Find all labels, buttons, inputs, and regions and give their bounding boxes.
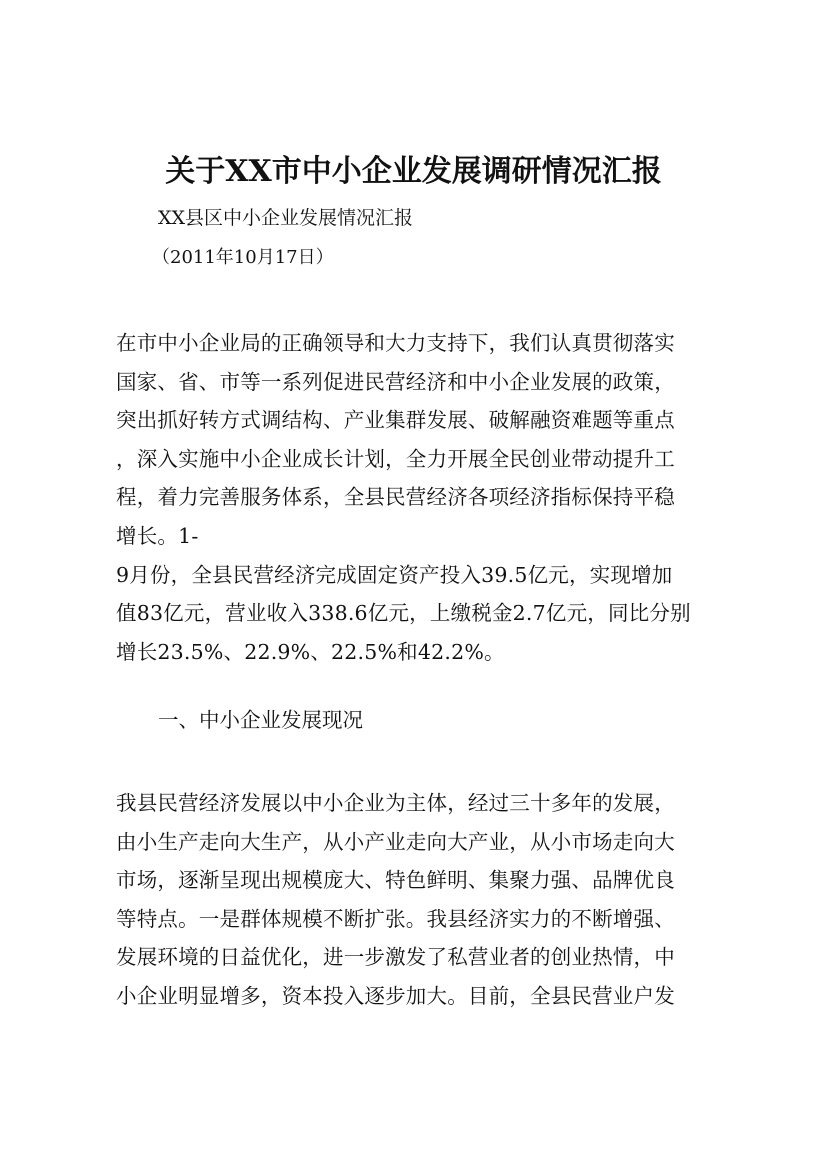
- document-title: 关于XX市中小企业发展调研情况汇报: [165, 154, 662, 189]
- text-line: 市场，逐渐呈现出规模庞大、特色鲜明、集聚力强、品牌优良: [116, 868, 675, 893]
- text-line: 由小生产走向大生产，从小产业走向大产业，从小市场走向大: [116, 829, 675, 854]
- text-line: 国家、省、市等一系列促进民营经济和中小企业发展的政策，: [116, 369, 675, 394]
- document-date: （2011年10月17日）: [152, 247, 334, 268]
- text-line: 增长23.5%、22.9%、22.5%和42.2%。: [116, 639, 505, 664]
- text-line: ，深入实施中小企业成长计划，全力开展全民创业带动提升工: [116, 446, 675, 471]
- text-line: 我县民营经济发展以中小企业为主体，经过三十多年的发展，: [116, 791, 675, 815]
- text-line: 9月份，全县民营经济完成固定资产投入39.5亿元，实现增加: [116, 562, 673, 587]
- text-line: 增长。1-: [116, 523, 199, 548]
- text-line: 突出抓好转方式调结构、产业集群发展、破解融资难题等重点: [116, 408, 675, 433]
- section-heading: 一、中小企业发展现况: [158, 708, 363, 732]
- text-line: 值83亿元，营业收入338.6亿元，上缴税金2.7亿元，同比分别: [116, 601, 691, 626]
- text-line: 发展环境的日益优化，进一步激发了私营业者的创业热情，中: [116, 945, 675, 970]
- text-line: 小企业明显增多，资本投入逐步加大。目前，全县民营业户发: [116, 983, 675, 1008]
- paragraph-status: [116, 784, 716, 1016]
- text-line: 在市中小企业局的正确领导和大力支持下，我们认真贯彻落实: [116, 331, 675, 355]
- text-line: 程，着力完善服务体系，全县民营经济各项经济指标保持平稳: [116, 485, 675, 510]
- text-line: 等特点。一是群体规模不断扩张。我县经济实力的不断增强、: [116, 906, 675, 931]
- paragraph-intro: [116, 324, 716, 671]
- document-subtitle: XX县区中小企业发展情况汇报: [158, 207, 414, 229]
